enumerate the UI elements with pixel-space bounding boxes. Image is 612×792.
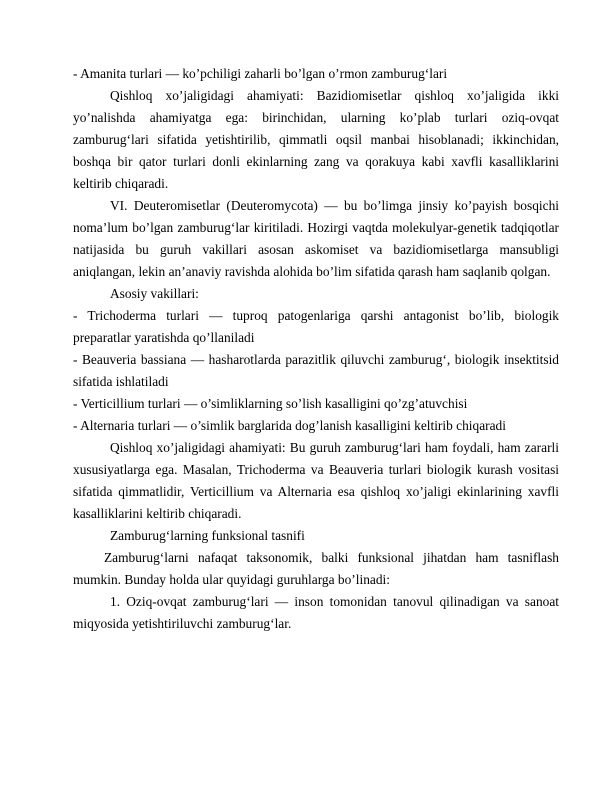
list-item-edible-fungi: 1. Oziq-ovqat zamburug‘lari — inson tomonidan tanovul qilinadigan va sanoat miqyosida yetishtiriluvchi zamburug‘lar. <box>73 594 559 631</box>
list-item-trichoderma: - Trichoderma turlari — tuproq patogenlariga qarshi antagonist bo’lib, biologik preparatlar yaratishda qo’llaniladi <box>73 308 559 345</box>
list-item-verticillium: - Verticillium turlari — o’simliklarning so’lish kasalligini qo’zg’atuvchisi <box>73 396 468 411</box>
paragraph-deuteromycetes: VI. Deuteromisetlar (Deuteromycota) — bu bo’limga jinsiy ko’payish bosqichi noma’lum bo’lgan zamburug‘lar kiritiladi. Hozirgi vaqtda molekulyar-genetik tadqiqotlar natijasida bu guruh vakillari asosan askomiset va bazidiomisetlarga mansubligi aniqlangan, lekin an’anaviy ravishda alohida bo’lim sifatida qarash ham saqlanib qolgan. <box>73 198 559 279</box>
list-item-beauveria: - Beauveria bassiana — hasharotlarda parazitlik qiluvchi zamburug‘, biologik insektitsid sifatida ishlatiladi <box>73 352 559 389</box>
list-item-alternaria: - Alternaria turlari — o’simlik barglarida dog’lanish kasalligini keltirib chiqaradi <box>73 418 506 433</box>
paragraph-basidiomycetes-importance: Qishloq xo’jaligidagi ahamiyati: Bazidiomisetlar qishloq xo’jaligida ikki yo’nalishda ahamiyatga ega: birinchidan, ularning ko’plab turlari oziq-ovqat zamburug‘lari sifatida yetishtirilib, qimmatli oqsil manbai hisoblanadi; ikkinchidan, boshqa bir qator turlari donli ekinlarning zang va qorakuya kabi xavfli kasalliklarini keltirib chiqaradi. <box>73 88 559 191</box>
heading-main-representatives: Asosiy vakillari: <box>110 286 199 301</box>
paragraph-deuteromycetes-importance: Qishloq xo’jaligidagi ahamiyati: Bu guruh zamburug‘lari ham foydali, ham zararli xususiyatlarga ega. Masalan, Trichoderma va Beauveria turlari biologik kurash vositasi sifatida qimmatlidir, Verticillium va Alternaria esa qishloq xo’jaligi ekinlarining xavfli kasalliklarini keltirib chiqaradi. <box>73 440 559 521</box>
section-heading-functional-classification: Zamburug‘larning funksional tasnifi <box>110 528 305 543</box>
document-page <box>73 63 559 635</box>
list-item-amanita: - Amanita turlari — ko’pchiligi zaharli bo’lgan o’rmon zamburug‘lari <box>73 66 448 81</box>
paragraph-functional-intro: Zamburug‘larni nafaqat taksonomik, balki funksional jihatdan ham tasniflash mumkin. Bunday holda ular quyidagi guruhlarga bo’linadi: <box>73 550 559 587</box>
